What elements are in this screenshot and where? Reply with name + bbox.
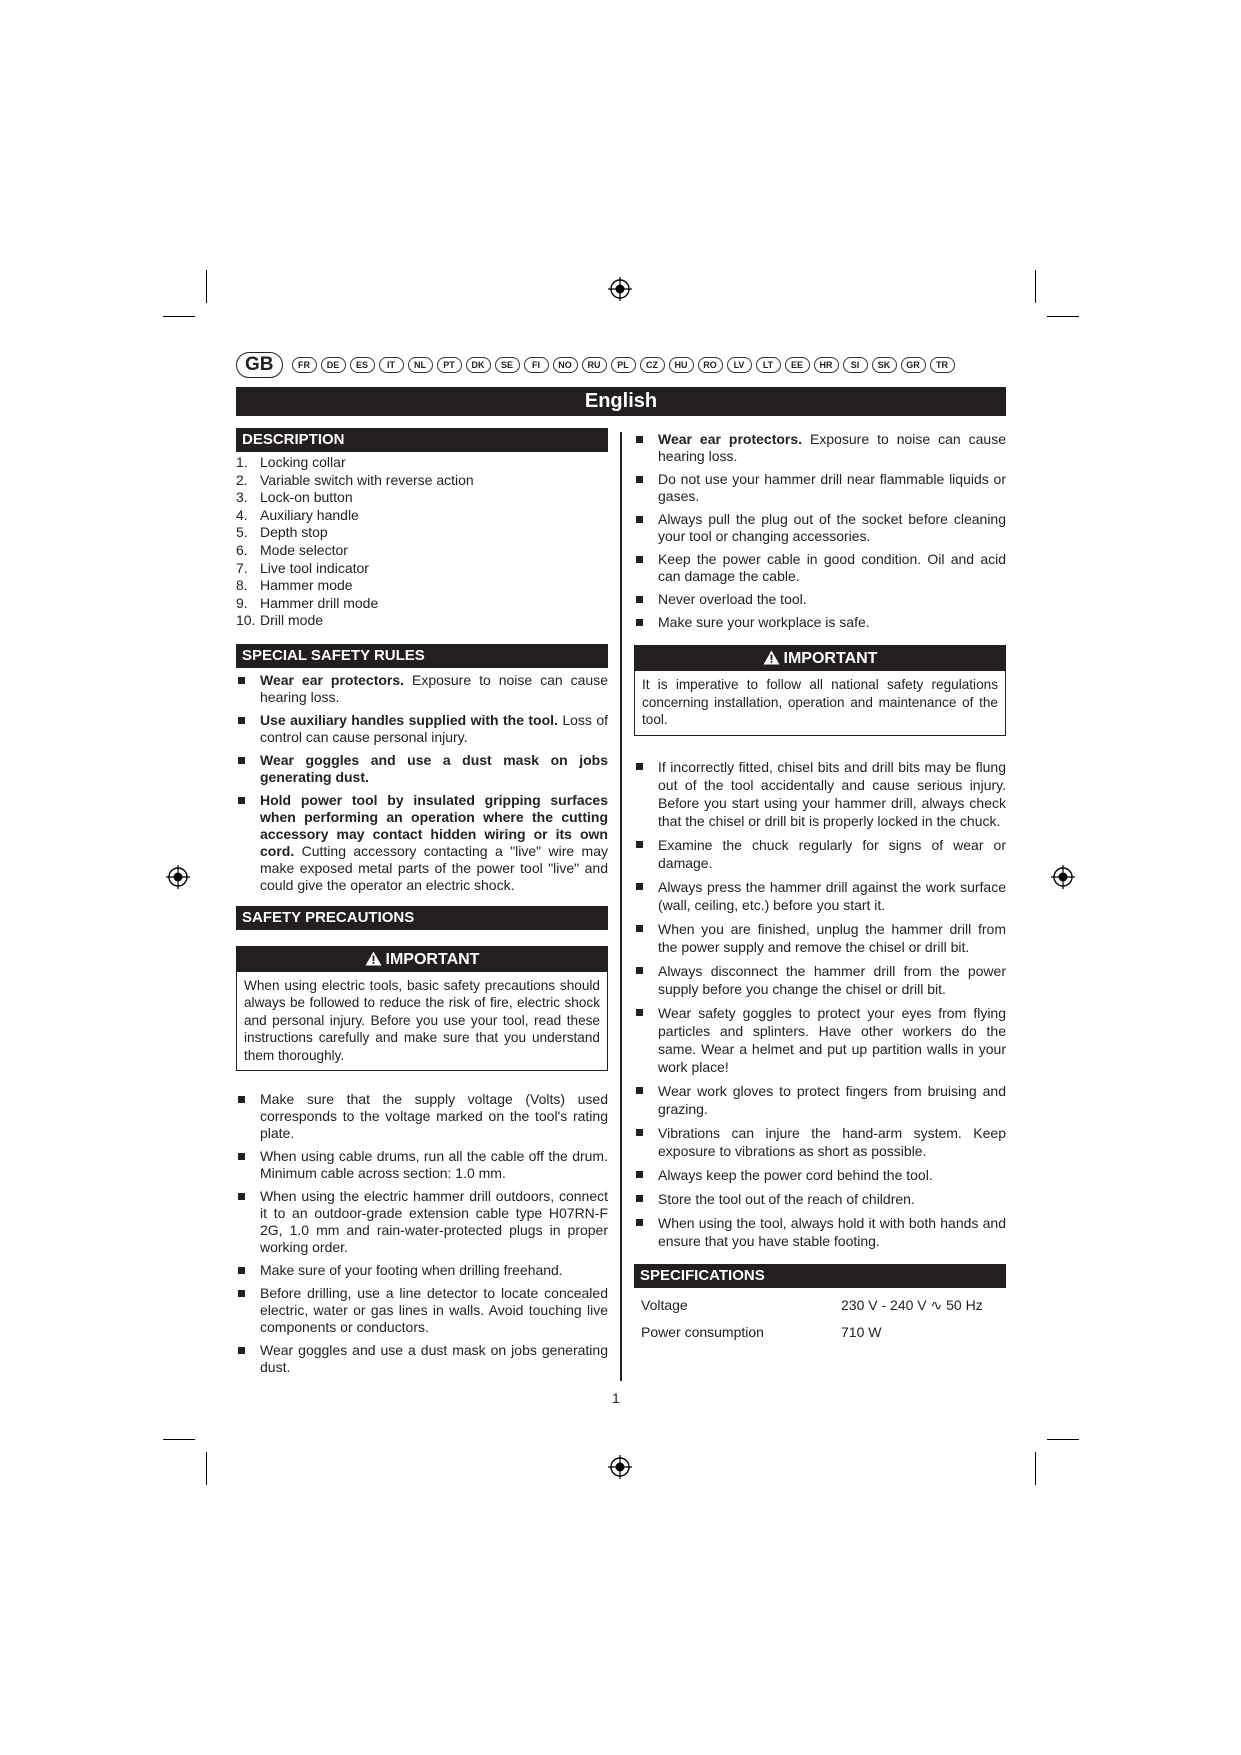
list-item: 7. Live tool indicator — [236, 559, 369, 576]
language-bar — [236, 352, 1008, 378]
language-badge: RU — [582, 357, 607, 373]
bullet-icon — [236, 712, 260, 746]
language-badge: PL — [611, 357, 636, 373]
language-badge: NO — [553, 357, 578, 373]
crop-mark — [163, 1439, 195, 1440]
list-item: Never overload the tool. — [634, 591, 1006, 608]
bullet-icon — [634, 1082, 658, 1118]
bullet-icon — [634, 920, 658, 956]
list-item: Make sure your workplace is safe. — [634, 614, 1006, 631]
bullet-icon — [236, 1262, 260, 1279]
list-item: Make sure of your footing when drilling freehand. — [236, 1262, 608, 1279]
language-badge: DE — [321, 357, 346, 373]
bullet-icon — [634, 431, 658, 465]
list-item: If incorrectly fitted, chisel bits and drill bits may be flung out of the tool accidentally and cause serious injury. Before you start using your hammer drill, always check that the chisel or drill bit is properly locked in the chuck. — [634, 758, 1006, 830]
language-badge: PT — [437, 357, 462, 373]
important-text: It is imperative to follow all national safety regulations concerning installation, operation and maintenance of the tool. — [642, 677, 998, 727]
list-item: 9. Hammer drill mode — [236, 594, 379, 611]
list-item: Wear ear protectors. Exposure to noise can cause hearing loss. — [236, 672, 608, 706]
warning-icon — [763, 650, 780, 665]
list-item: Always pull the plug out of the socket before cleaning your tool or changing accessories. — [634, 511, 1006, 545]
list-item: 8. Hammer mode — [236, 577, 353, 594]
language-badge-active: GB — [236, 352, 283, 378]
bullet-icon — [634, 591, 658, 608]
important-heading: IMPORTANT — [237, 947, 607, 972]
bullet-icon — [634, 962, 658, 998]
right-top-list — [634, 431, 1006, 631]
language-badge: DK — [466, 357, 491, 373]
language-badge: HU — [669, 357, 694, 373]
language-badge: RO — [698, 357, 723, 373]
list-item: Wear ear protectors. Exposure to noise can cause hearing loss. — [634, 431, 1006, 465]
bullet-icon — [236, 1091, 260, 1142]
list-item: 3. Lock-on button — [236, 489, 353, 506]
bullet-icon — [634, 614, 658, 631]
crop-mark — [1035, 270, 1036, 303]
list-item: Wear safety goggles to protect your eyes from flying particles and splinters. Have other workers do the same. Wear a helmet and put up partition walls in your work place! — [634, 1004, 1006, 1076]
language-badge: TR — [930, 357, 955, 373]
crop-mark — [163, 316, 195, 317]
section-heading-special-safety-rules: SPECIAL SAFETY RULES — [236, 644, 608, 668]
list-item: Keep the power cable in good condition. Oil and acid can damage the cable. — [634, 551, 1006, 585]
language-badge: IT — [379, 357, 404, 373]
section-heading-specifications: SPECIFICATIONS — [634, 1264, 1006, 1288]
spec-row: Power consumption 710 W — [641, 1323, 882, 1340]
crop-mark — [206, 1452, 207, 1485]
list-item: 10. Drill mode — [236, 612, 324, 629]
bullet-icon — [634, 511, 658, 545]
crop-mark — [206, 270, 207, 303]
language-badge: SE — [495, 357, 520, 373]
bullet-icon — [236, 1188, 260, 1256]
bullet-icon — [634, 758, 658, 830]
list-item: 5. Depth stop — [236, 524, 328, 541]
language-badge: NL — [408, 357, 433, 373]
special-rules-list — [236, 672, 608, 894]
right-column — [634, 431, 1006, 1346]
bullet-icon — [634, 1190, 658, 1208]
list-item: Before drilling, use a line detector to locate concealed electric, water or gas lines in walls. Avoid touching live components or conductors. — [236, 1285, 608, 1336]
list-item: Examine the chuck regularly for signs of wear or damage. — [634, 836, 1006, 872]
registration-mark-icon — [1051, 865, 1075, 889]
safety-precautions-list — [236, 1091, 608, 1376]
section-heading-safety-precautions: SAFETY PRECAUTIONS — [236, 906, 608, 930]
bullet-icon — [634, 471, 658, 505]
language-badge: SI — [843, 357, 868, 373]
list-item: When you are finished, unplug the hammer drill from the power supply and remove the chisel or drill bit. — [634, 920, 1006, 956]
list-item: Hold power tool by insulated gripping surfaces when performing an operation where the cutting accessory may contact hidden wiring or its own cord. Cutting accessory contacting a "live" wire may make exposed metal parts of the power tool "live" and could give the operator an electric shock. — [236, 792, 608, 894]
page-number: 1 — [612, 1390, 620, 1406]
language-badge: FR — [292, 357, 317, 373]
bullet-icon — [634, 1166, 658, 1184]
bullet-icon — [236, 1148, 260, 1182]
list-item: Vibrations can injure the hand-arm system. Keep exposure to vibrations as short as possible. — [634, 1124, 1006, 1160]
spec-row: Voltage 230 V - 240 V ∿ 50 Hz — [641, 1296, 983, 1313]
language-badge: LV — [727, 357, 752, 373]
registration-mark-icon — [608, 1455, 632, 1479]
list-item: 1. Locking collar — [236, 454, 346, 470]
bullet-icon — [634, 1004, 658, 1076]
bullet-icon — [634, 836, 658, 872]
list-item: Wear work gloves to protect fingers from bruising and grazing. — [634, 1082, 1006, 1118]
important-box — [236, 946, 608, 1072]
list-item: Do not use your hammer drill near flammable liquids or gases. — [634, 471, 1006, 505]
bullet-icon — [634, 1124, 658, 1160]
language-badge: FI — [524, 357, 549, 373]
list-item: Always press the hammer drill against the work surface (wall, ceiling, etc.) before you start it. — [634, 878, 1006, 914]
language-badge: ES — [350, 357, 375, 373]
list-item: 4. Auxiliary handle — [236, 506, 359, 523]
important-box — [634, 645, 1006, 736]
bullet-icon — [236, 1342, 260, 1376]
section-heading-description: DESCRIPTION — [236, 428, 608, 452]
bullet-icon — [236, 792, 260, 894]
language-badge: EE — [785, 357, 810, 373]
specifications-table — [634, 1292, 1006, 1346]
list-item: Use auxiliary handles supplied with the tool. Loss of control can cause personal injury. — [236, 712, 608, 746]
bullet-icon — [634, 878, 658, 914]
crop-mark — [1047, 1439, 1079, 1440]
important-text: When using electric tools, basic safety precautions should always be followed to reduce the risk of fire, electric shock and personal injury. Before you use your tool, read these instructions carefully and make sure that you understand them thoroughly. — [244, 977, 600, 1063]
list-item: When using cable drums, run all the cable off the drum. Minimum cable across section: 1.0 mm. — [236, 1148, 608, 1182]
registration-mark-icon — [608, 277, 632, 301]
bullet-icon — [236, 672, 260, 706]
right-safety-list — [634, 758, 1006, 1250]
list-item: Always keep the power cord behind the tool. — [634, 1166, 1006, 1184]
list-item: Wear goggles and use a dust mask on jobs generating dust. — [236, 752, 608, 786]
bullet-icon — [634, 551, 658, 585]
crop-mark — [1047, 316, 1079, 317]
left-column — [236, 428, 608, 1382]
registration-mark-icon — [166, 865, 190, 889]
list-item: Store the tool out of the reach of children. — [634, 1190, 1006, 1208]
description-list — [236, 454, 608, 630]
language-badge: CZ — [640, 357, 665, 373]
list-item: Make sure that the supply voltage (Volts) used corresponds to the voltage marked on the tool's rating plate. — [236, 1091, 608, 1142]
list-item: When using the electric hammer drill outdoors, connect it to an outdoor-grade extension cable type H07RN-F 2G, 1.0 mm and rain-water-protected plugs in proper working order. — [236, 1188, 608, 1256]
language-badge: GR — [901, 357, 926, 373]
column-divider — [620, 432, 622, 1381]
list-item: Always disconnect the hammer drill from the power supply before you change the chisel or drill bit. — [634, 962, 1006, 998]
list-item: 6. Mode selector — [236, 541, 348, 558]
language-badge: HR — [814, 357, 839, 373]
important-heading: IMPORTANT — [635, 646, 1005, 671]
list-item: When using the tool, always hold it with both hands and ensure that you have stable footing. — [634, 1214, 1006, 1250]
bullet-icon — [634, 1214, 658, 1250]
language-badge: LT — [756, 357, 781, 373]
bullet-icon — [236, 1285, 260, 1336]
list-item: 2. Variable switch with reverse action — [236, 471, 474, 488]
page-title: English — [236, 387, 1006, 416]
list-item: Wear goggles and use a dust mask on jobs generating dust. — [236, 1342, 608, 1376]
language-badge: SK — [872, 357, 897, 373]
crop-mark — [1035, 1452, 1036, 1485]
bullet-icon — [236, 752, 260, 786]
warning-icon — [365, 951, 382, 966]
